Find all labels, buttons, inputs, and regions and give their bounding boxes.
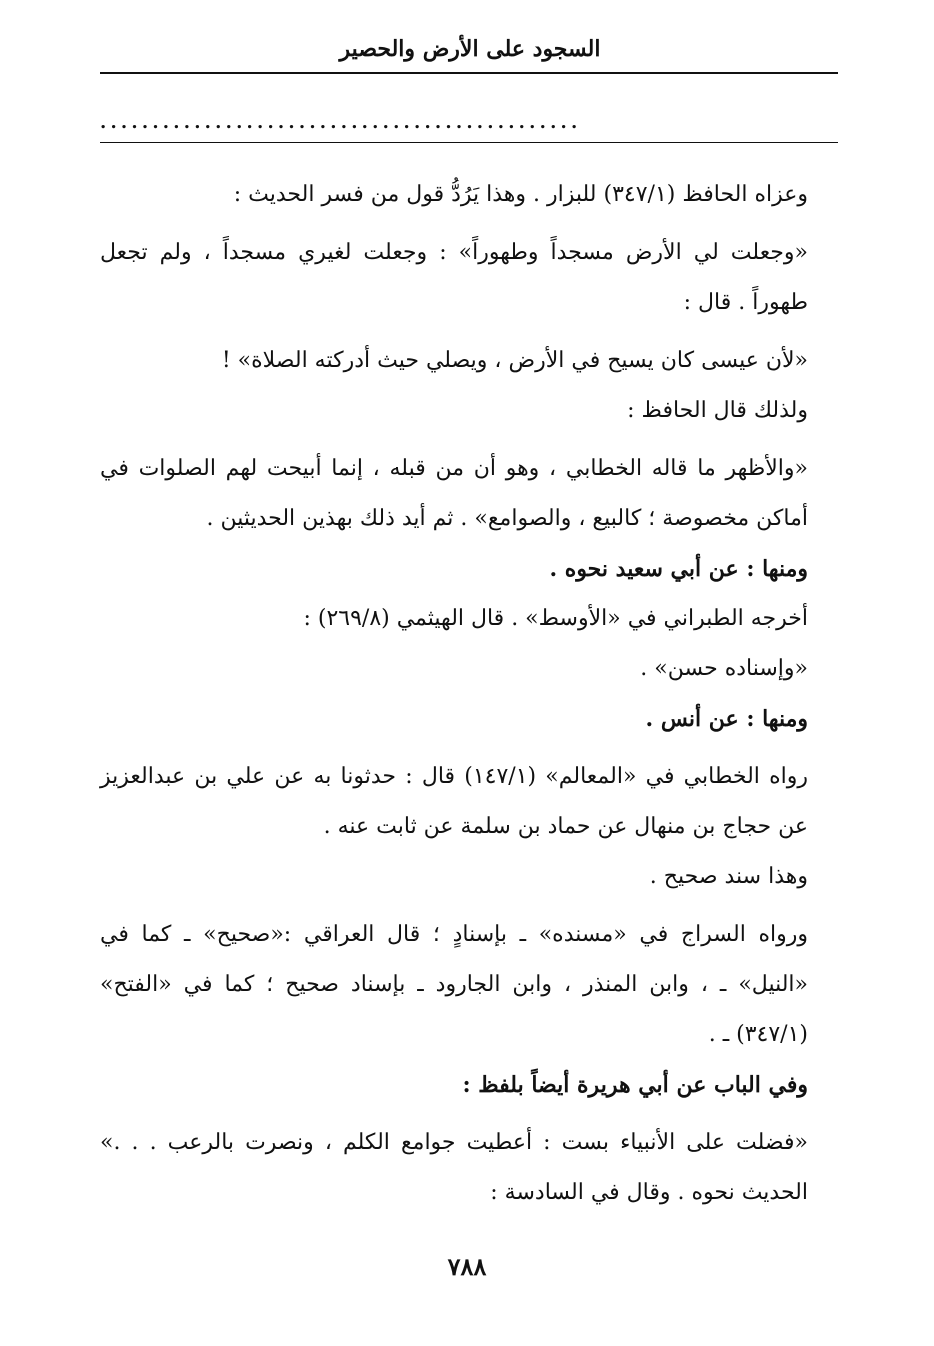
paragraph: وهذا سند صحيح .: [649, 864, 808, 889]
section-heading: ومنها : عن أنس .: [645, 706, 808, 732]
paragraph: ولذلك قال الحافظ :: [627, 398, 808, 423]
separator-dots: ..............................................: [100, 112, 582, 133]
running-header-title: السجود على الأرض والحصير: [339, 36, 601, 62]
separator-rule: [100, 142, 838, 143]
paragraph: «لأن عيسى كان يسيح في الأرض ، ويصلي حيث أدركته الصلاة» !: [221, 348, 808, 373]
paragraph: ورواه السراج في «مسنده» ـ بإسنادٍ ؛ قال العراقي :«صحيح» ـ كما في «النيل» ـ ، وابن المنذر ، وابن الجارود ـ بإسناد صحيح ؛ كما في «الفتح» (٣٤٧/١) ـ .: [100, 922, 808, 1047]
paragraph: وعزاه الحافظ (٣٤٧/١) للبزار . وهذا يَرُدُّ قول من فسر الحديث :: [233, 182, 808, 207]
paragraph: «وإسناده حسن» .: [640, 656, 808, 681]
page-body: [100, 170, 848, 1218]
page-number: ٧٨٨: [447, 1252, 487, 1281]
paragraph: «وجعلت لي الأرض مسجداً وطهوراً» : وجعلت لغيري مسجداً ، ولم تجعل طهوراً . قال :: [100, 240, 808, 315]
paragraph: «والأظهر ما قاله الخطابي ، وهو أن من قبله ، إنما أبيحت لهم الصلوات في أماكن مخصوصة ؛ كالبيع ، والصوامع» . ثم أيد ذلك بهذين الحديثين .: [100, 456, 808, 531]
section-heading: وفي الباب عن أبي هريرة أيضاً بلفظ :: [462, 1072, 808, 1098]
header-rule: [100, 72, 838, 74]
paragraph: رواه الخطابي في «المعالم» (١٤٧/١) قال : حدثونا به عن علي بن عبدالعزيز عن حجاج بن منهال عن حماد بن سلمة عن ثابت عنه .: [100, 764, 808, 839]
paragraph: أخرجه الطبراني في «الأوسط» . قال الهيثمي (٢٦٩/٨) :: [303, 606, 808, 631]
section-heading: ومنها : عن أبي سعيد نحوه .: [549, 556, 808, 582]
paragraph: «فضلت على الأنبياء بست : أعطيت جوامع الكلم ، ونصرت بالرعب . . .» الحديث نحوه . وقال في السادسة :: [100, 1130, 808, 1205]
